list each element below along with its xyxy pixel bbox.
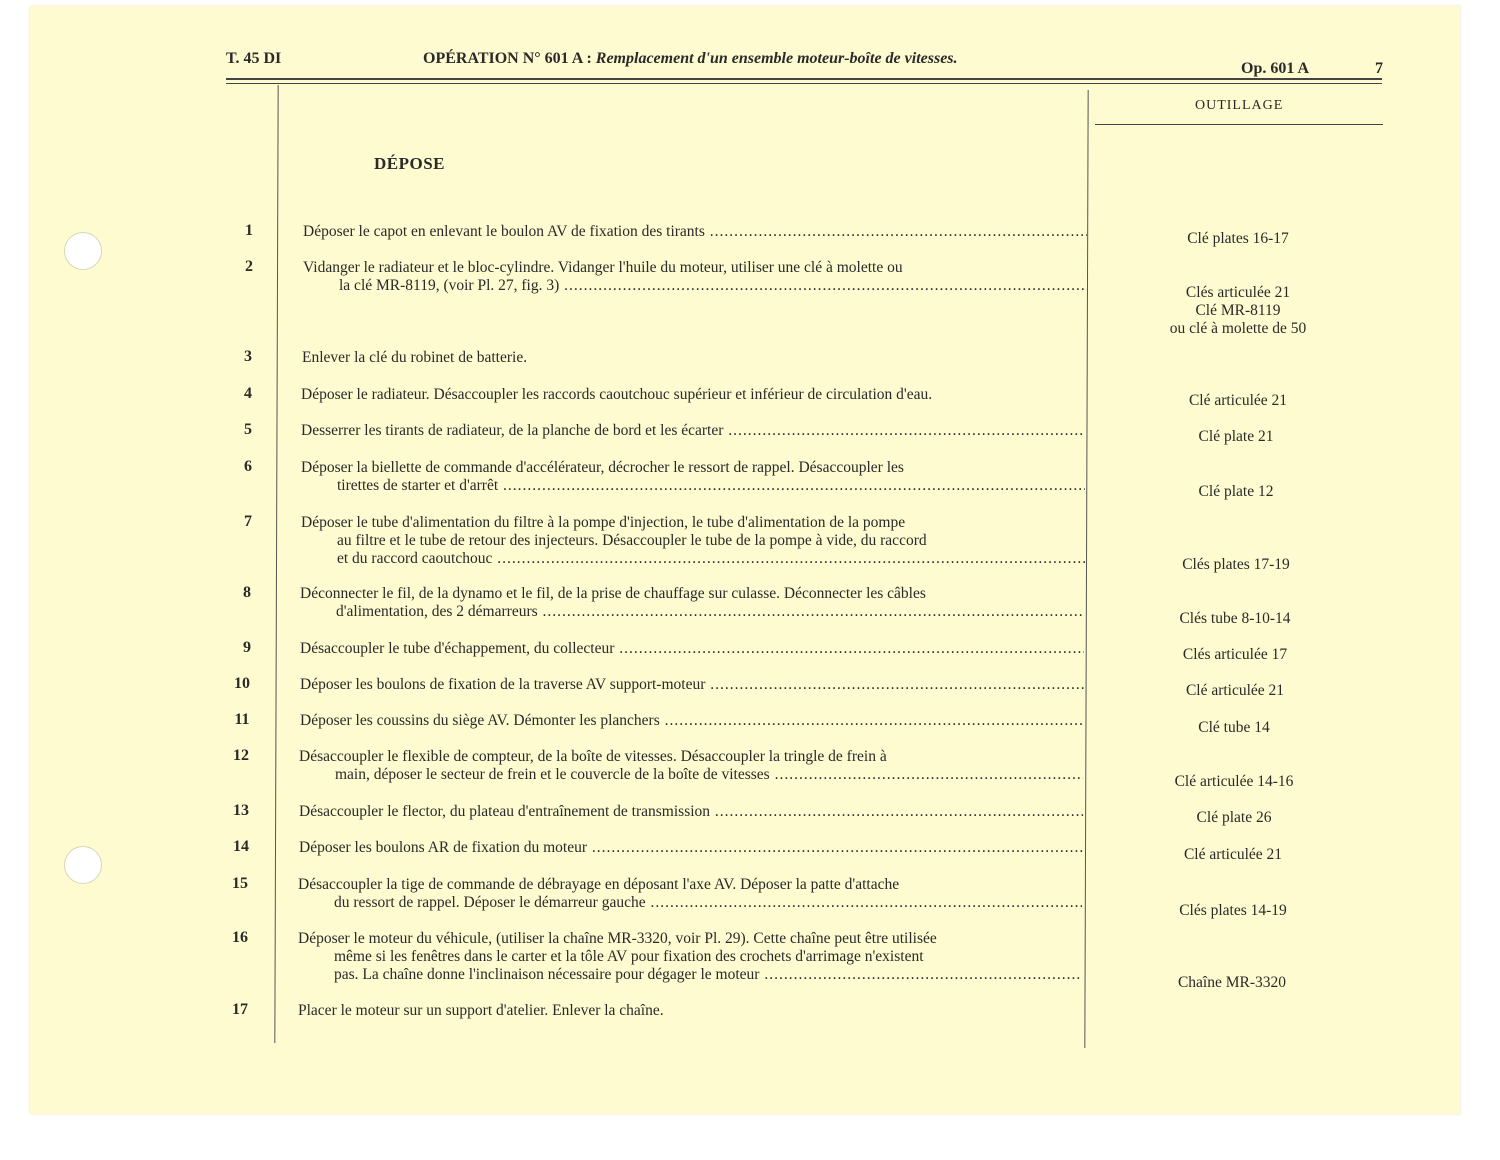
step-tooling [1102,974,1362,992]
step-line: Déposer la biellette de commande d'accélérateur, décrocher le ressort de rappel. Désaccoupler les [301,459,904,476]
step-number: 16 [232,929,248,946]
operation-number: OPÉRATION N° 601 A : [423,50,592,67]
step-number: 15 [232,875,248,892]
step-text [299,839,1083,857]
tool-item: Clé tube 14 [1198,719,1270,736]
step-line: Déposer le radiateur. Désaccoupler les raccords caoutchouc supérieur et inférieur de circulation d'eau. [301,386,933,403]
tool-item: Clé plate 26 [1196,809,1272,826]
step-text [298,930,1082,984]
step-line: Enlever la clé du robinet de batterie. [302,349,528,366]
step-tooling [1106,483,1366,501]
step-line: Vidanger le radiateur et le bloc-cylindre. Vidanger l'huile du moteur, utiliser une clé à molette ou [303,259,903,276]
operation-reference: Op. 601 A [1241,60,1310,77]
step-line: au filtre et le tube de retour des injecteurs. Désaccoupler le tube de la pompe à vide, du raccord [337,532,927,549]
step-line: la clé MR-8119, (voir Pl. 27, fig. 3) ..... [303,277,1087,295]
step-line: Désaccoupler le tube d'échappement, du collecteur ..... [300,640,1084,658]
step-number: 5 [244,421,252,438]
step-tooling [1106,428,1366,446]
step-line: Placer le moteur sur un support d'atelier. Enlever la chaîne. [298,1002,664,1019]
step-number: 17 [232,1001,248,1018]
step-number: 11 [234,711,250,728]
step-number: 4 [244,385,252,402]
step-text [299,748,1083,784]
header-rule-bottom [226,83,1382,84]
step-tooling [1108,230,1368,248]
binder-hole-top [64,232,102,270]
step-line: Desserrer les tirants de radiateur, de la planche de bord et les écarter ..... [301,422,1085,440]
step-text [298,1002,1082,1020]
operation-description: Remplacement d'un ensemble moteur-boîte de vitesses. [595,50,958,67]
step-number: 10 [234,675,250,692]
step-tooling [1105,610,1365,628]
step-number: 9 [243,639,251,656]
step-line: Déconnecter le fil, de la dynamo et le fil, de la prise de chauffage sur culasse. Déconnecter les câbles [300,585,926,602]
tool-item: Clé plates 16-17 [1187,230,1289,247]
step-text [302,349,1086,367]
step-line: Déposer les coussins du siège AV. Démonter les planchers ..... [300,712,1084,730]
step-number: 12 [233,747,249,764]
step-line: du ressort de rappel. Déposer le démarreur gauche ..... [298,894,1082,912]
section-title: DÉPOSE [374,154,446,173]
step-line: d'alimentation, des 2 démarreurs ..... [300,603,1084,621]
step-line: Déposer le tube d'alimentation du filtre à la pompe d'injection, le tube d'alimentation de la pompe [301,514,906,531]
tools-column-header: OUTILLAGE [1195,98,1284,113]
step-line: Déposer les boulons de fixation de la traverse AV support-moteur ..... [300,676,1084,694]
tool-item: Clé articulée 21 [1183,846,1283,863]
step-number: 1 [245,222,253,239]
step-number: 13 [233,802,249,819]
step-text [301,386,1085,404]
step-tooling [1106,556,1366,574]
tool-item: Clé articulée 21 [1185,682,1285,699]
page-number: 7 [1375,60,1383,77]
step-line: Déposer les boulons AR de fixation du moteur ..... [299,839,1083,857]
step-tooling [1103,846,1363,864]
step-text [300,640,1084,658]
step-text [300,676,1084,694]
step-line: Déposer le moteur du véhicule, (utiliser la chaîne MR-3320, voir Pl. 29). Cette chaîne peut être utilisée [298,930,937,947]
step-line: même si les fenêtres dans le carter et la tôle AV pour fixation des crochets d'arrimage n'existent [334,948,924,965]
step-line: Désaccoupler la tige de commande de débrayage en déposant l'axe AV. Déposer la patte d'attache [298,876,900,893]
tool-item: Clé MR-8119 [1195,302,1281,319]
vehicle-reference: T. 45 DI [226,50,282,67]
step-line: et du raccord caoutchouc ..... [301,550,1085,568]
step-tooling [1104,773,1364,791]
tool-item: Clé plate 12 [1198,483,1274,500]
step-number: 8 [243,584,251,601]
tool-item: Clé articulée 21 [1188,392,1288,409]
tool-item: Clés plates 14-19 [1179,902,1287,919]
step-number: 2 [245,258,253,275]
step-text [299,803,1083,821]
step-text [301,422,1085,440]
step-line: tirettes de starter et d'arrêt ..... [301,477,1085,495]
step-line: Désaccoupler le flexible de compteur, de la boîte de vitesses. Désaccoupler la tringle de frein à [299,748,887,765]
step-tooling [1108,392,1368,410]
operation-title [423,50,958,68]
tool-item: Clés articulée 21 [1185,284,1291,301]
tool-item: ou clé à molette de 50 [1169,320,1307,337]
tool-item: Chaîne MR-3320 [1177,974,1287,991]
tools-header-underline [1095,124,1383,125]
tool-item: Clés articulée 17 [1182,646,1288,663]
tool-item: Clés plates 17-19 [1182,556,1290,573]
step-number: 14 [233,838,249,855]
step-text [303,259,1087,295]
step-text [301,514,1085,568]
step-line: Désaccoupler le flector, du plateau d'entraînement de transmission ..... [299,803,1083,821]
step-text [298,876,1082,912]
step-text [300,585,1084,621]
tool-item: Clés tube 8-10-14 [1179,610,1291,627]
step-line: main, déposer le secteur de frein et le couvercle de la boîte de vitesses ..... [299,766,1083,784]
step-number: 6 [244,458,252,475]
step-tooling [1108,284,1368,338]
step-tooling [1104,809,1364,827]
step-number: 3 [244,348,252,365]
step-text [301,459,1085,495]
step-line: pas. La chaîne donne l'inclinaison nécessaire pour dégager le moteur ..... [298,966,1082,984]
step-number: 7 [244,513,252,530]
header-rule-top [226,78,1382,80]
step-line: Déposer le capot en enlevant le boulon AV de fixation des tirants ..... [303,223,1087,241]
step-text [303,223,1087,241]
binder-hole-bottom [64,846,102,884]
step-tooling [1105,682,1365,700]
step-tooling [1105,646,1365,664]
step-text [300,712,1084,730]
step-tooling [1103,902,1363,920]
tool-item: Clé plate 21 [1198,428,1274,445]
step-tooling [1104,719,1364,737]
tool-item: Clé articulée 14-16 [1174,773,1294,790]
